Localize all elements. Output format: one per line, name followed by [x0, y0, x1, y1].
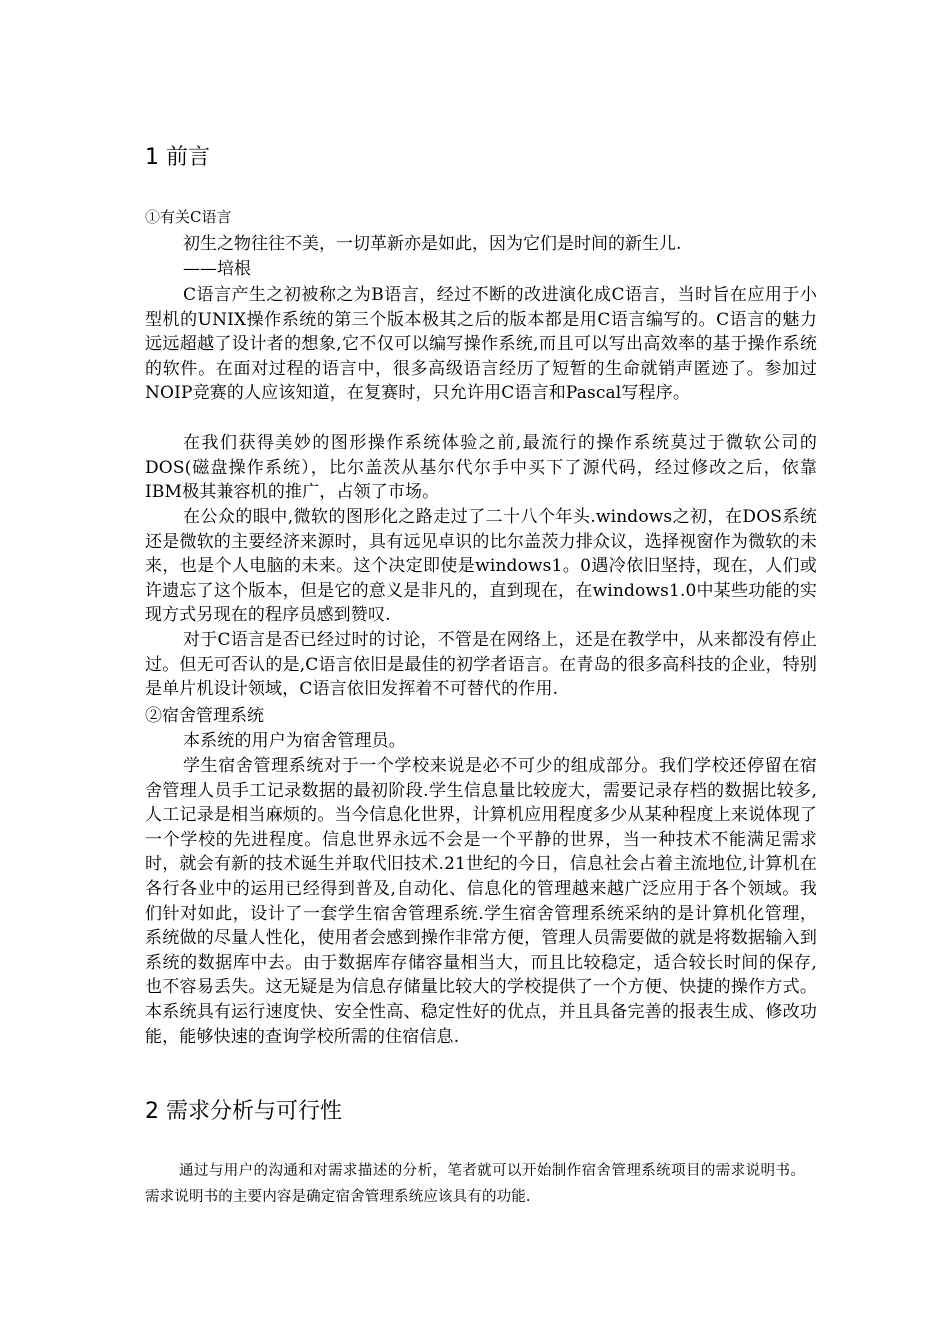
paragraph-requirements-intro: 通过与用户的沟通和对需求描述的分析，笔者就可以开始制作宿舍管理系统项目的需求说明书。需求说明书的主要内容是确定宿舍管理系统应该具有的功能.: [145, 1163, 805, 1205]
paragraph-c-origin: C语言产生之初被称之为B语言，经过不断的改进演化成C语言，当时旨在应用于小型机的UNIX操作系统的第三个版本极其之后的版本都是用C语言编写的。C语言的魅力远远超越了设计者的想象,它不仅可以编写操作系统,而且可以写出高效率的基于操作系统的软件。在面对过程的语言中，很多高级语言经历了短暂的生命就销声匿迹了。参加过NOIP竞赛的人应该知道，在复赛时，只允许用C语言和Pascal写程序。: [145, 285, 817, 404]
section-2-heading: 2 需求分析与可行性: [145, 1099, 342, 1124]
epigraph-quote: 初生之物往往不美，一切革新亦是如此，因为它们是时间的新生儿.: [183, 234, 682, 254]
paragraph-windows-history: 在公众的眼中,微软的图形化之路走过了二十八个年头.windows之初，在DOS系统还是微软的主要经济来源时，具有远见卓识的比尔盖茨力排众议，选择视窗作为微软的未来，也是个人电脑的未来。这个决定即使是windows1。0遇冷依旧坚持，现在，人们或许遗忘了这个版本，但是它的意义是非凡的，直到现在，在windows1.0中某些功能的实现方式另现在的程序员感到赞叹.: [145, 507, 817, 626]
paragraph-system-description: 学生宿舍管理系统对于一个学校来说是必不可少的组成部分。我们学校还停留在宿舍管理人员手工记录数据的最初阶段.学生信息量比较庞大，需要记录存档的数据比较多,人工记录是相当麻烦的。当今信息化世界，计算机应用程度多少从某种程度上来说体现了一个学校的先进程度。信息世界永远不会是一个平静的世界，当一种技术不能满足需求时，就会有新的技术诞生并取代旧技术.21世纪的今日，信息社会占着主流地位,计算机在各行各业中的运用已经得到普及,自动化、信息化的管理越来越广泛应用于各个领域。我们针对如此，设计了一套学生宿舍管理系统.学生宿舍管理系统采纳的是计算机化管理，系统做的尽量人性化，使用者会感到操作非常方便，管理人员需要做的就是将数据输入到系统的数据库中去。由于数据库存储容量相当大，而且比较稳定，适合较长时间的保存,也不容易丢失。这无疑是为信息存储量比较大的学校提供了一个方便、快捷的操作方式。本系统具有运行速度快、安全性高、稳定性好的优点，并且具备完善的报表生成、修改功能，能够快速的查询学校所需的住宿信息.: [145, 756, 817, 1047]
subsection-dorm-system-title: ②宿舍管理系统: [145, 706, 264, 726]
subsection-c-language-title: ①有关C语言: [145, 208, 232, 226]
paragraph-c-discussion: 对于C语言是否已经过时的讨论，不管是在网络上，还是在教学中，从来都没有停止过。但无可否认的是,C语言依旧是最佳的初学者语言。在青岛的很多高科技的企业，特别是单片机设计领域，C语言依旧发挥着不可替代的作用.: [145, 630, 817, 700]
epigraph-author: ——培根: [183, 259, 251, 279]
paragraph-dos-history: 在我们获得美妙的图形操作系统体验之前,最流行的操作系统莫过于微软公司的DOS(磁盘操作系统），比尔盖茨从基尔代尔手中买下了源代码，经过修改之后，依靠IBM极其兼容机的推广，占领了市场。: [145, 433, 817, 503]
paragraph-system-users: 本系统的用户为宿舍管理员。: [183, 731, 406, 751]
section-1-heading: 1 前言: [145, 145, 210, 170]
